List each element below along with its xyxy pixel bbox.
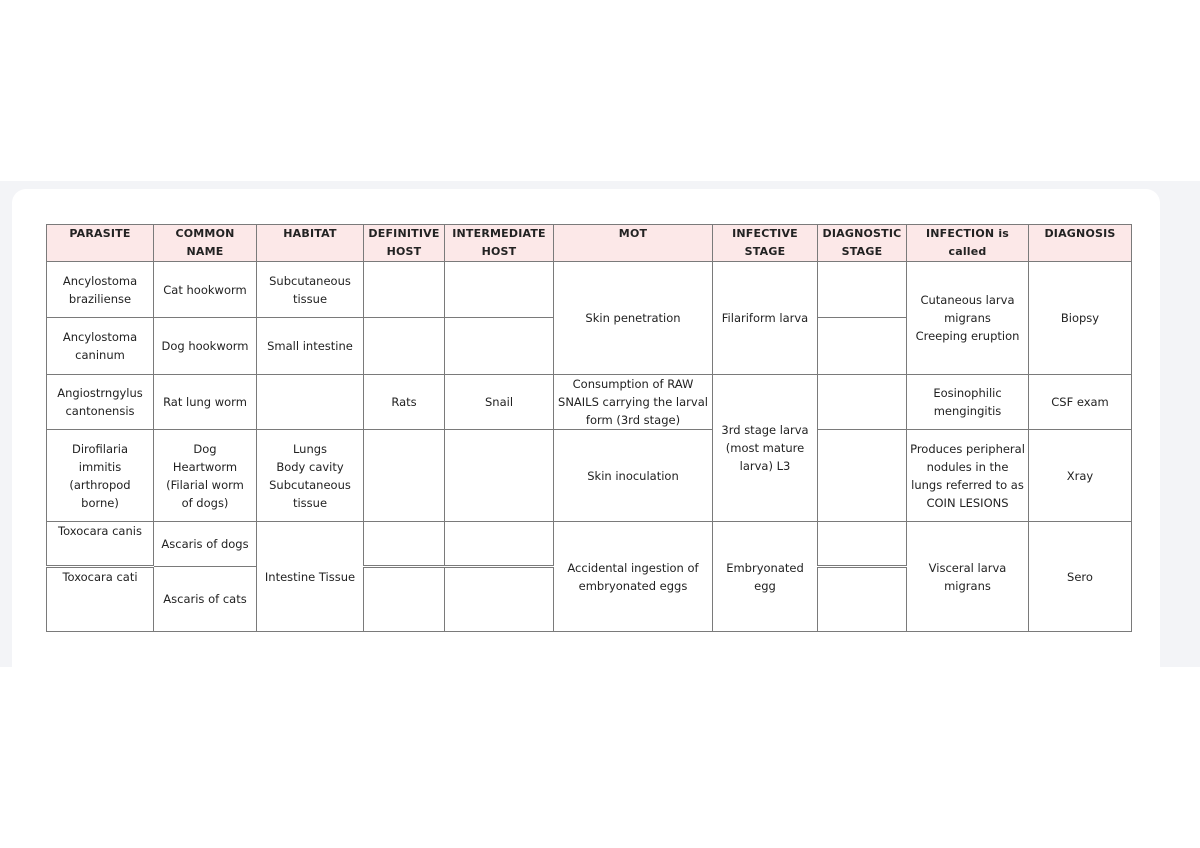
table-row [47,262,1132,318]
common-name-cell: Cat hookworm [154,262,257,318]
habitat-cell: Subcutaneous tissue [257,262,364,318]
header-infective-stage: INFECTIVE STAGE [713,225,818,262]
common-name-cell: Ascaris of cats [154,567,257,632]
infective-stage-cell: Filariform larva [713,262,818,375]
diagnosis-cell: CSF exam [1029,375,1132,430]
parasite-table [46,224,1132,632]
table-row [47,430,1132,522]
definitive-host-cell [364,522,445,567]
mot-cell: Skin penetration [554,262,713,375]
header-parasite: PARASITE [47,225,154,262]
parasite-cell: Dirofilaria immitis (arthropod borne) [47,430,154,522]
header-common-name: COMMON NAME [154,225,257,262]
definitive-host-cell [364,262,445,318]
definitive-host-cell [364,430,445,522]
definitive-host-cell [364,567,445,632]
mot-cell: Skin inoculation [554,430,713,522]
diagnostic-stage-cell [818,262,907,318]
parasite-cell: Toxocara cati [47,567,154,632]
common-name-cell: Rat lung worm [154,375,257,430]
diagnostic-stage-cell [818,567,907,632]
table-row [47,522,1132,567]
table-row [47,375,1132,430]
parasite-cell: Ancylostoma braziliense [47,262,154,318]
infective-stage-cell: Embryonated egg [713,522,818,632]
common-name-cell: Ascaris of dogs [154,522,257,567]
infection-cell: Cutaneous larva migrans Creeping eruption [907,262,1029,375]
header-habitat: HABITAT [257,225,364,262]
header-definitive-host: DEFINITIVE HOST [364,225,445,262]
intermediate-host-cell [445,318,554,375]
mot-cell: Accidental ingestion of embryonated eggs [554,522,713,632]
parasite-cell: Ancylostoma caninum [47,318,154,375]
header-intermediate-host: INTERMEDIATE HOST [445,225,554,262]
diagnostic-stage-cell [818,375,907,430]
intermediate-host-cell [445,522,554,567]
intermediate-host-cell: Snail [445,375,554,430]
diagnostic-stage-cell [818,318,907,375]
header-diagnostic-stage: DIAGNOSTIC STAGE [818,225,907,262]
mot-cell: Consumption of RAW SNAILS carrying the larval form (3rd stage) [554,375,713,430]
diagnosis-cell: Sero [1029,522,1132,632]
parasite-cell: Toxocara canis [47,522,154,567]
diagnosis-cell: Xray [1029,430,1132,522]
intermediate-host-cell [445,567,554,632]
habitat-cell: Small intestine [257,318,364,375]
habitat-cell [257,375,364,430]
infection-cell: Visceral larva migrans [907,522,1029,632]
header-infection-called: INFECTION is called [907,225,1029,262]
habitat-cell: Lungs Body cavity Subcutaneous tissue [257,430,364,522]
infection-cell: Eosinophilic mengingitis [907,375,1029,430]
habitat-cell: Intestine Tissue [257,522,364,632]
intermediate-host-cell [445,262,554,318]
intermediate-host-cell [445,430,554,522]
infection-cell: Produces peripheral nodules in the lungs referred to as COIN LESIONS [907,430,1029,522]
header-row [47,225,1132,262]
infective-stage-cell: 3rd stage larva (most mature larva) L3 [713,375,818,522]
definitive-host-cell: Rats [364,375,445,430]
header-mot: MOT [554,225,713,262]
common-name-cell: Dog Heartworm (Filarial worm of dogs) [154,430,257,522]
parasite-cell: Angiostrngylus cantonensis [47,375,154,430]
diagnosis-cell: Biopsy [1029,262,1132,375]
definitive-host-cell [364,318,445,375]
header-diagnosis: DIAGNOSIS [1029,225,1132,262]
diagnostic-stage-cell [818,430,907,522]
common-name-cell: Dog hookworm [154,318,257,375]
diagnostic-stage-cell [818,522,907,567]
